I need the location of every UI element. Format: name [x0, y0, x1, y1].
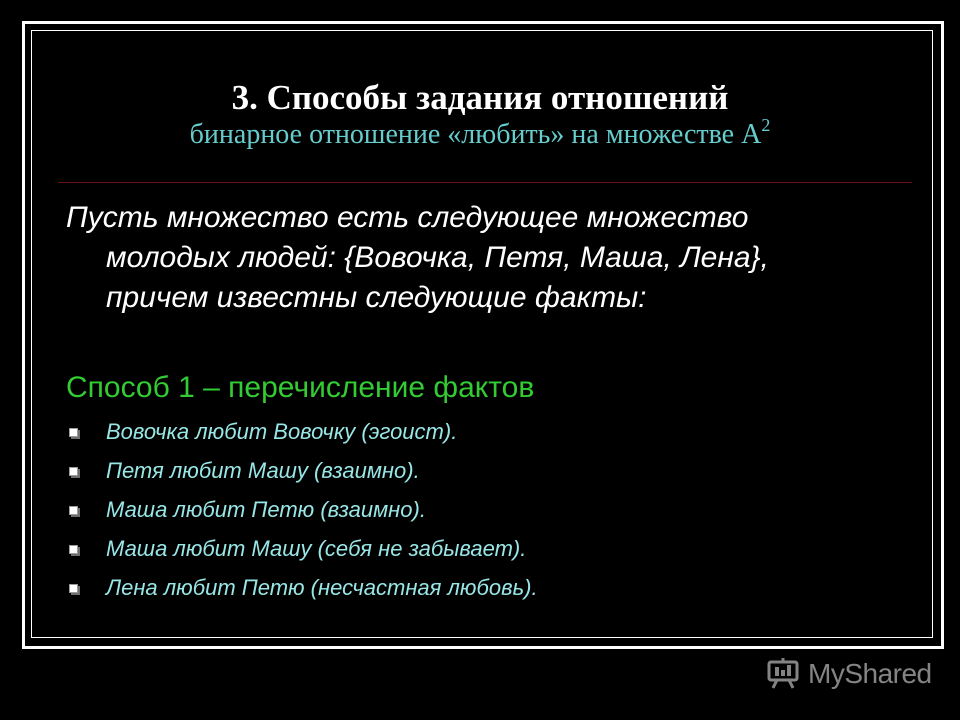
- intro-paragraph: Пусть множество есть следующее множество молодых людей: {Вовочка, Петя, Маша, Лена}, причем известны следующие факты:: [66, 201, 769, 314]
- fact-text: Петя любит Машу (взаимно).: [106, 458, 420, 483]
- square-bullet-icon: [69, 506, 78, 515]
- fact-text: Лена любит Петю (несчастная любовь).: [106, 575, 538, 600]
- square-bullet-icon: [69, 545, 78, 554]
- subtitle-superscript: 2: [761, 115, 771, 135]
- square-bullet-icon: [69, 428, 78, 437]
- subtitle-text: бинарное отношение «любить» на множестве А: [189, 119, 762, 150]
- method-heading: Способ 1 – перечисление фактов: [66, 371, 535, 404]
- fact-text: Маша любит Машу (себя не забывает).: [106, 536, 527, 561]
- watermark-text: MyShared: [808, 658, 932, 689]
- myshared-watermark[interactable]: [766, 654, 932, 694]
- fact-text: Маша любит Петю (взаимно).: [106, 497, 426, 522]
- slide-subtitle: [40, 115, 920, 152]
- square-bullet-icon: [69, 584, 78, 593]
- slide-title: 3. Способы задания отношений: [231, 78, 729, 117]
- square-bullet-icon: [69, 467, 78, 476]
- presentation-board-icon: [766, 657, 800, 691]
- title-divider: [58, 182, 912, 183]
- fact-text: Вовочка любит Вовочку (эгоист).: [106, 419, 458, 444]
